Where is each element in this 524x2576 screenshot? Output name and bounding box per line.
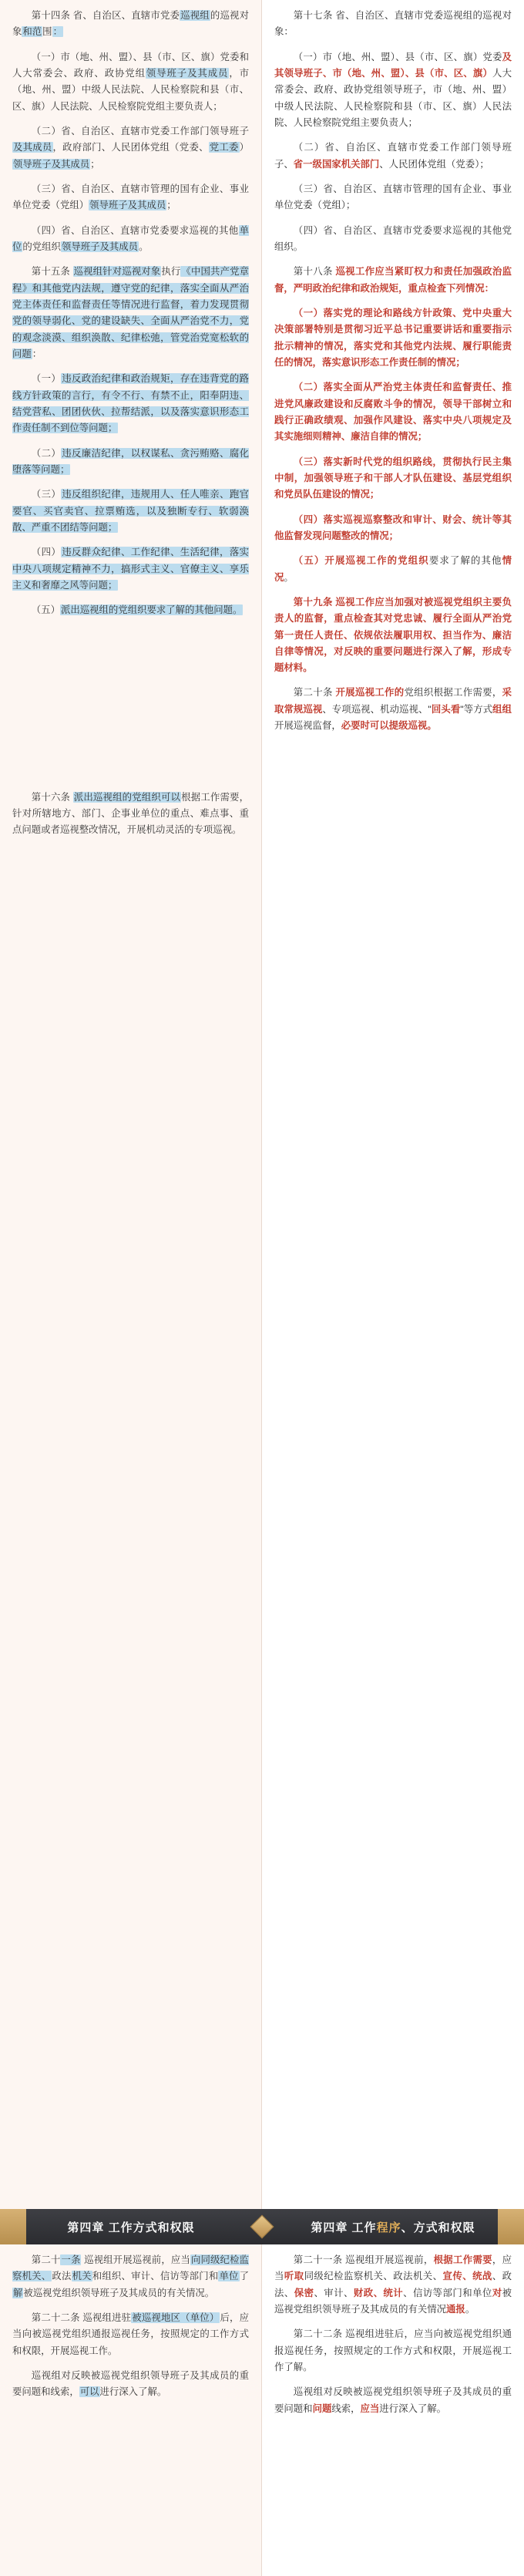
chapter-banner-left-label: 第四章 工作方式和权限 <box>67 2221 195 2234</box>
diamond-ornament-icon <box>244 2209 280 2244</box>
paragraph: 第二十二条 巡视组进驻被巡视地区（单位）后，应当向被巡视党组织通报巡视任务，按照规定的工作方式和权限，开展巡视工作。 <box>12 2312 250 2356</box>
paragraph: 巡视组对反映被巡视党组织领导班子及其成员的重要问题和线索，可以进行深入了解。 <box>12 2369 249 2398</box>
ribbon-decoration-left <box>0 2209 26 2244</box>
paragraph: （二）省、自治区、直辖市党委工作部门领导班子、省一级国家机关部门、人民团体党组（党委）； <box>274 142 512 170</box>
right-column <box>262 0 524 2209</box>
left-column <box>0 0 262 2209</box>
paragraph: （一）市（地、州、盟）、县（市、区、旗）党委和人大常委会、政府、政协党组领导班子及其成员，市（地、州、盟）中级人民法院、人民检察院和县（市、区、旗）人民法院、人民检察院党组主要负责人； <box>12 51 250 112</box>
paragraph: （二）省、自治区、直辖市党委工作部门领导班子及其成员，政府部门、人民团体党组（党委、党工委）领导班子及其成员； <box>13 125 250 170</box>
document-page-lower <box>0 2244 524 2576</box>
paragraph: （三）省、自治区、直辖市管理的国有企业、事业单位党委（党组）； <box>274 183 512 211</box>
paragraph: （一）市（地、州、盟）、县（市、区、旗）党委及其领导班子、市（地、州、盟）、县（市、区、旗）人大常委会、政府、政协党组领导班子，市（地、州、盟）中级人民法院、人民检察院和县（市、区、旗）人民法院、人民检察院党组主要负责人； <box>274 51 512 128</box>
chapter-banner-left <box>0 2209 262 2244</box>
paragraph: （三）违反组织纪律，违规用人、任人唯亲、跑官要官、买官卖官、拉票贿选，以及独断专行、软弱涣散、严重不团结等问题； <box>12 489 250 533</box>
ribbon-decoration-right <box>498 2209 524 2244</box>
chapter-banner-right <box>262 2209 524 2244</box>
paragraph: （一）违反政治纪律和政治规矩，存在违背党的路线方针政策的言行，有令不行、有禁不止，阳奉阴违、结党营私、团团伙伙、拉帮结派，以及落实意识形态工作责任制不到位等问题； <box>12 373 250 434</box>
paragraph: 第十六条 派出巡视组的党组织可以根据工作需要，针对所辖地方、部门、企事业单位的重点、难点事、重点问题或者巡视整改情况，开展机动灵活的专项巡视。 <box>12 791 249 836</box>
paragraph: 第二十一条 巡视组开展巡视前，根据工作需要，应当听取同级纪检监察机关、政法机关、宣传、统战、政法、保密、审计、财政、统计、信访等部门和单位对被巡视党组织领导班子及其成员的有关情况通报。 <box>274 2254 512 2315</box>
chapter-banner-row <box>0 2209 524 2244</box>
paragraph: （四）违反群众纪律、工作纪律、生活纪律，落实中央八项规定精神不力，搞形式主义、官僚主义、享乐主义和奢靡之风等问题； <box>12 547 250 591</box>
paragraph: 第二十一条 巡视组开展巡视前，应当向同级纪检监察机关、政法机关和组织、审计、信访等部门和单位了解被巡视党组织领导班子及其成员的有关情况。 <box>12 2254 250 2298</box>
paragraph: 第二十二条 巡视组进驻后，应当向被巡视党组织通报巡视任务，按照规定的工作方式和权限，开展巡视工作了解。 <box>274 2329 512 2372</box>
paragraph: （四）省、自治区、直辖市党委要求巡视的其他单位的党组织领导班子及其成员。 <box>12 224 249 252</box>
paragraph: （五）开展巡视工作的党组织要求了解的其他情况。 <box>274 555 512 583</box>
paragraph: 第十九条 巡视工作应当加强对被巡视党组织主要负责人的监督，重点检查其对党忠诚、履行全面从严治党第一责任人责任、依规依法履职用权、担当作为、廉洁自律等情况，对反映的重要问题进行深入了解，形成专题材料。 <box>274 596 512 674</box>
paragraph: 第二十条 开展巡视工作的党组织根据工作需要，采取常规巡视、专项巡视、机动巡视、"回头看"等方式组组开展巡视监督，必要时可以提级巡视。 <box>274 687 512 732</box>
paragraph: （四）落实巡视巡察整改和审计、财会、统计等其他监督发现问题整改的情况； <box>274 514 512 541</box>
paragraph: 第十八条 巡视工作应当紧盯权力和责任加强政治监督，严明政治纪律和政治规矩，重点检查下列情况： <box>274 266 512 294</box>
paragraph: （三）省、自治区、直辖市管理的国有企业、事业单位党委（党组）领导班子及其成员； <box>12 183 249 211</box>
paragraph: （三）落实新时代党的组织路线，贯彻执行民主集中制，加强领导班子和干部人才队伍建设、基层党组织和党员队伍建设的情况； <box>274 456 512 500</box>
paragraph: 第十七条 省、自治区、直辖市党委巡视组的巡视对象： <box>274 10 512 38</box>
paragraph: 巡视组对反映被巡视党组织领导班子及其成员的重要问题和问题线索，应当进行深入了解。 <box>274 2386 512 2414</box>
chapter-banner-right-label: 第四章 工作程序、方式和权限 <box>311 2221 475 2234</box>
paragraph: （五）派出巡视组的党组织要求了解的其他问题。 <box>31 604 243 616</box>
right-column-lower <box>262 2244 524 2576</box>
paragraph: （一）落实党的理论和路线方针政策、党中央重大决策部署特别是贯彻习近平总书记重要讲话和重要指示批示精神的情况，落实党和其他党内法规、履行职能责任的情况，落实意识形态工作责任制的情况； <box>274 307 512 368</box>
paragraph: （二）违反廉洁纪律，以权谋私、贪污贿赂、腐化堕落等问题； <box>12 447 250 475</box>
left-column-lower <box>0 2244 262 2576</box>
paragraph: 第十五条 巡视组针对巡视对象执行《中国共产党章程》和其他党内法规，遵守党的纪律，落实全面从严治党主体责任和监督责任等情况进行监督，着力发现贯彻党的领导弱化、党的建设缺失、全面从严治党不力，党的观念淡漠、组织涣散、纪律松弛，管党治党宽松软的问题： <box>12 266 250 359</box>
paragraph: （二）落实全面从严治党主体责任和监督责任、推进党风廉政建设和反腐败斗争的情况，领导干部树立和践行正确政绩观、加强作风建设、落实中央八项规定及其实施细则精神、廉洁自律的情况； <box>274 382 512 443</box>
paragraph: 第十四条 省、自治区、直辖市党委巡视组的巡视对象和范围： <box>12 10 250 38</box>
column-spacer <box>12 628 249 790</box>
paragraph: （四）省、自治区、直辖市党委要求巡视的其他党组织。 <box>274 224 512 252</box>
